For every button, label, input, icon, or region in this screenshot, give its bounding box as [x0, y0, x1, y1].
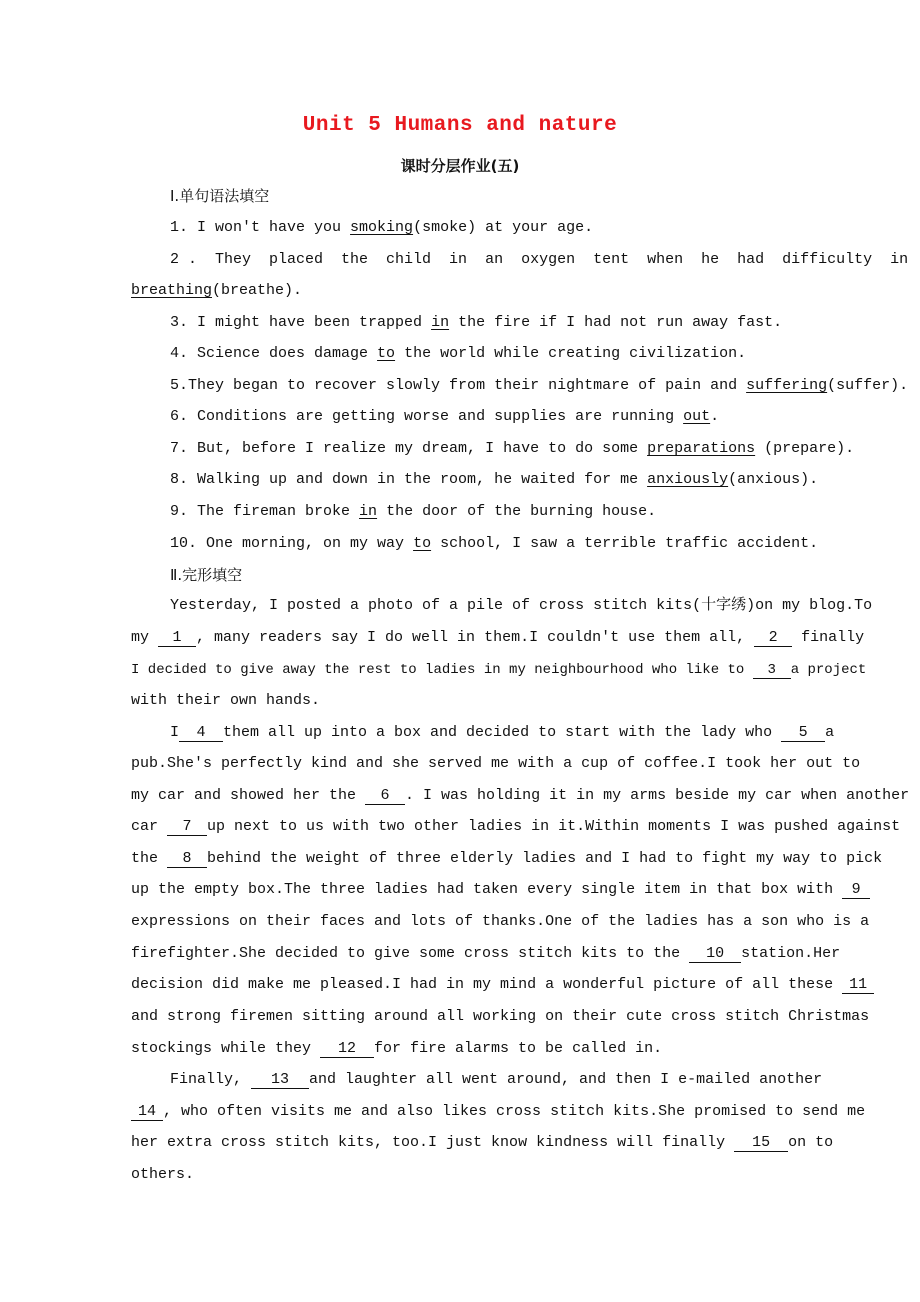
question-number: 6. — [170, 408, 189, 425]
question-number: 7. — [170, 440, 189, 457]
passage-line: I decided to give away the rest to ladies in my neighbourhood who like to 3 a project — [131, 662, 867, 678]
passage-line: I 4 them all up into a box and decided to start with the lady who 5 a — [170, 724, 835, 741]
answer: to — [413, 535, 432, 552]
passage-line: others. — [131, 1166, 195, 1183]
cloze-blank[interactable]: 6 — [365, 788, 405, 805]
cloze-blank[interactable]: 2 — [754, 630, 792, 647]
cloze-blank[interactable]: 15 — [734, 1135, 788, 1152]
cloze-blank[interactable]: 12 — [320, 1041, 374, 1058]
answer: breathing — [131, 282, 213, 299]
question-number: 3. — [170, 314, 189, 331]
answer: anxiously — [647, 471, 729, 488]
question-item: 4. Science does damage to the world while creating civilization. — [170, 345, 747, 362]
question-item: 3. I might have been trapped in the fire if I had not run away fast. — [170, 314, 783, 331]
cloze-blank[interactable]: 3 — [753, 662, 791, 679]
passage-line: my 1 , many readers say I do well in them.I couldn't use them all, 2 finally — [131, 629, 865, 646]
question-number: 8. — [170, 471, 189, 488]
cloze-blank[interactable]: 10 — [689, 946, 741, 963]
section-header-grammar: Ⅰ.单句语法填空 — [170, 187, 270, 205]
cloze-blank[interactable]: 9 — [842, 882, 870, 899]
question-item: 6. Conditions are getting worse and supplies are running out. — [170, 408, 720, 425]
cloze-blank[interactable]: 14 — [131, 1104, 163, 1121]
question-number: 1. — [170, 219, 189, 236]
passage-line: firefighter.She decided to give some cross stitch kits to the 10 station.Her — [131, 945, 841, 962]
answer: suffering — [746, 377, 828, 394]
answer: out — [683, 408, 711, 425]
cloze-blank[interactable]: 4 — [179, 725, 223, 742]
passage-line: with their own hands. — [131, 692, 321, 709]
passage-line: and strong firemen sitting around all working on their cute cross stitch Christmas — [131, 1008, 870, 1025]
cloze-blank[interactable]: 5 — [781, 725, 825, 742]
answer: smoking — [350, 219, 414, 236]
cloze-blank[interactable]: 8 — [167, 851, 207, 868]
question-item-continued: breathing(breathe). — [131, 282, 303, 299]
cloze-blank[interactable]: 7 — [167, 819, 207, 836]
question-number: 9. — [170, 503, 189, 520]
question-item: 2 . They placed the child in an oxygen tent when he had difficulty in — [170, 251, 909, 268]
cloze-blank[interactable]: 13 — [251, 1072, 309, 1089]
passage-line: 14 , who often visits me and also likes cross stitch kits.She promised to send me — [131, 1102, 865, 1122]
cloze-blank[interactable]: 1 — [158, 630, 196, 647]
passage-line: decision did make me pleased.I had in my mind a wonderful picture of all these 11 — [131, 975, 874, 995]
question-item: 9. The fireman broke in the door of the burning house. — [170, 503, 657, 520]
cloze-blank[interactable]: 11 — [842, 977, 874, 994]
question-number: 10. — [170, 535, 198, 552]
passage-line: stockings while they 12 for fire alarms to be called in. — [131, 1040, 663, 1057]
question-item: 7. But, before I realize my dream, I have to do some preparations (prepare). — [170, 440, 855, 457]
answer: in — [359, 503, 378, 520]
answer: in — [431, 314, 450, 331]
question-item: 10. One morning, on my way to school, I saw a terrible traffic accident. — [170, 535, 819, 552]
section-header-cloze: Ⅱ.完形填空 — [170, 566, 243, 584]
passage-line: my car and showed her the 6 . I was holding it in my arms beside my car when another — [131, 787, 910, 804]
answer: to — [377, 345, 396, 362]
passage-line: the 8 behind the weight of three elderly ladies and I had to fight my way to pick — [131, 850, 883, 867]
passage-line: up the empty box.The three ladies had taken every single item in that box with 9 — [131, 880, 870, 900]
passage-line: her extra cross stitch kits, too.I just know kindness will finally 15 on to — [131, 1134, 834, 1151]
passage-line: Yesterday, I posted a photo of a pile of cross stitch kits(十字绣)on my blog.To — [170, 597, 873, 614]
question-item: 8. Walking up and down in the room, he waited for me anxiously(anxious). — [170, 471, 819, 488]
passage-line: Finally, 13 and laughter all went around, and then I e-mailed another — [170, 1071, 823, 1088]
question-item: 1. I won't have you smoking(smoke) at your age. — [170, 219, 594, 236]
question-number: 2 . — [170, 251, 198, 268]
passage-line: expressions on their faces and lots of thanks.One of the ladies has a son who is a — [131, 913, 870, 930]
passage-line: pub.She's perfectly kind and she served me with a cup of coffee.I took her out to — [131, 755, 861, 772]
question-item: 5.They began to recover slowly from their nightmare of pain and suffering(suffer). — [170, 377, 909, 394]
page-title: Unit 5 Humans and nature — [302, 114, 618, 137]
question-number: 4. — [170, 345, 189, 362]
passage-line: car 7 up next to us with two other ladies in it.Within moments I was pushed against — [131, 818, 901, 835]
page-subtitle: 课时分层作业(五) — [400, 157, 520, 175]
answer: preparations — [647, 440, 756, 457]
question-number: 5. — [170, 377, 189, 394]
